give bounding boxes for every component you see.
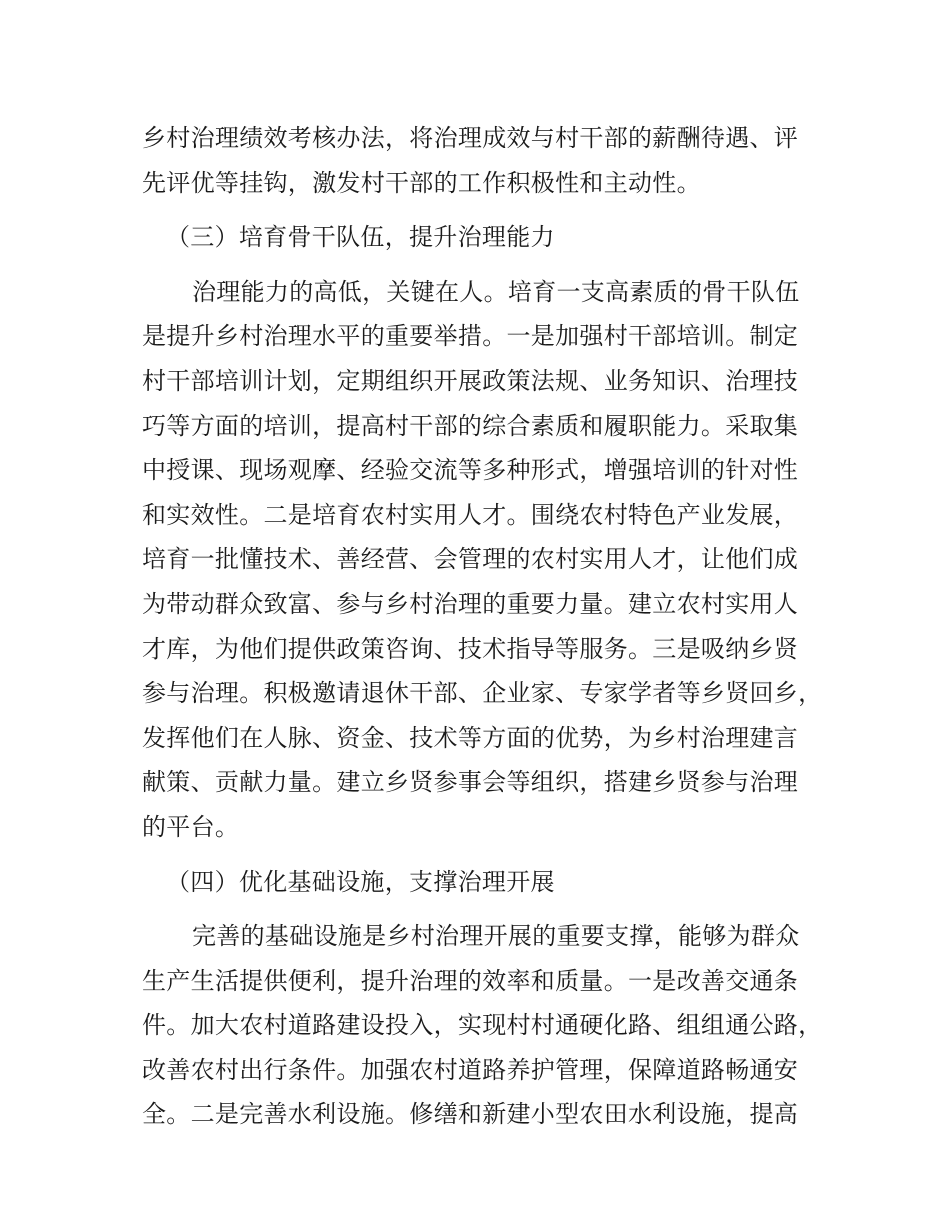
paragraph-line: 培育一批懂技术、善经营、会管理的农村实用人才，让他们成	[142, 545, 799, 574]
paragraph-line: 参与治理。积极邀请退休干部、企业家、专家学者等乡贤回乡，	[142, 679, 823, 708]
paragraph-line: 发挥他们在人脉、资金、技术等方面的优势，为乡村治理建言	[142, 723, 799, 752]
paragraph-line: 献策、贡献力量。建立乡贤参事会等组织，搭建乡贤参与治理	[142, 768, 799, 797]
paragraph-line: 和实效性。二是培育农村实用人才。围绕农村特色产业发展，	[142, 500, 799, 529]
paragraph-line: 才库，为他们提供政策咨询、技术指导等服务。三是吸纳乡贤	[142, 634, 799, 663]
intro-paragraph	[142, 116, 817, 205]
paragraph-line: 全。二是完善水利设施。修缮和新建小型农田水利设施，提高	[142, 1100, 799, 1129]
paragraph-line: 为带动群众致富、参与乡村治理的重要力量。建立农村实用人	[142, 589, 799, 618]
section3-paragraph	[142, 270, 823, 850]
paragraph-line: 是提升乡村治理水平的重要举措。一是加强村干部培训。制定	[142, 322, 799, 351]
paragraph-line: 乡村治理绩效考核办法，将治理成效与村干部的薪酬待遇、评	[142, 124, 799, 152]
paragraph-line: 先评优等挂钩，激发村干部的工作积极性和主动性。	[142, 168, 701, 197]
section4-heading: （四）优化基础设施，支撑治理开展	[166, 867, 555, 896]
paragraph-line: 改善农村出行条件。加强农村道路养护管理，保障道路畅通安	[142, 1055, 799, 1084]
paragraph-line: 件。加大农村道路建设投入，实现村村通硬化路、组组通公路，	[142, 1011, 823, 1040]
paragraph-line: 巧等方面的培训，提高村干部的综合素质和履职能力。采取集	[142, 411, 799, 440]
paragraph-line: 的平台。	[142, 812, 240, 841]
paragraph-line: 治理能力的高低，关键在人。培育一支高素质的骨干队伍	[192, 277, 800, 306]
paragraph-line: 生产生活提供便利，提升治理的效率和质量。一是改善交通条	[142, 966, 799, 995]
paragraph-line: 中授课、现场观摩、经验交流等多种形式，增强培训的针对性	[142, 456, 799, 485]
document-page	[142, 116, 823, 1137]
section4-paragraph	[142, 914, 823, 1137]
paragraph-line: 村干部培训计划，定期组织开展政策法规、业务知识、治理技	[142, 366, 799, 395]
section3-heading: （三）培育骨干队伍，提升治理能力	[166, 223, 555, 252]
paragraph-line: 完善的基础设施是乡村治理开展的重要支撑，能够为群众	[192, 922, 800, 951]
